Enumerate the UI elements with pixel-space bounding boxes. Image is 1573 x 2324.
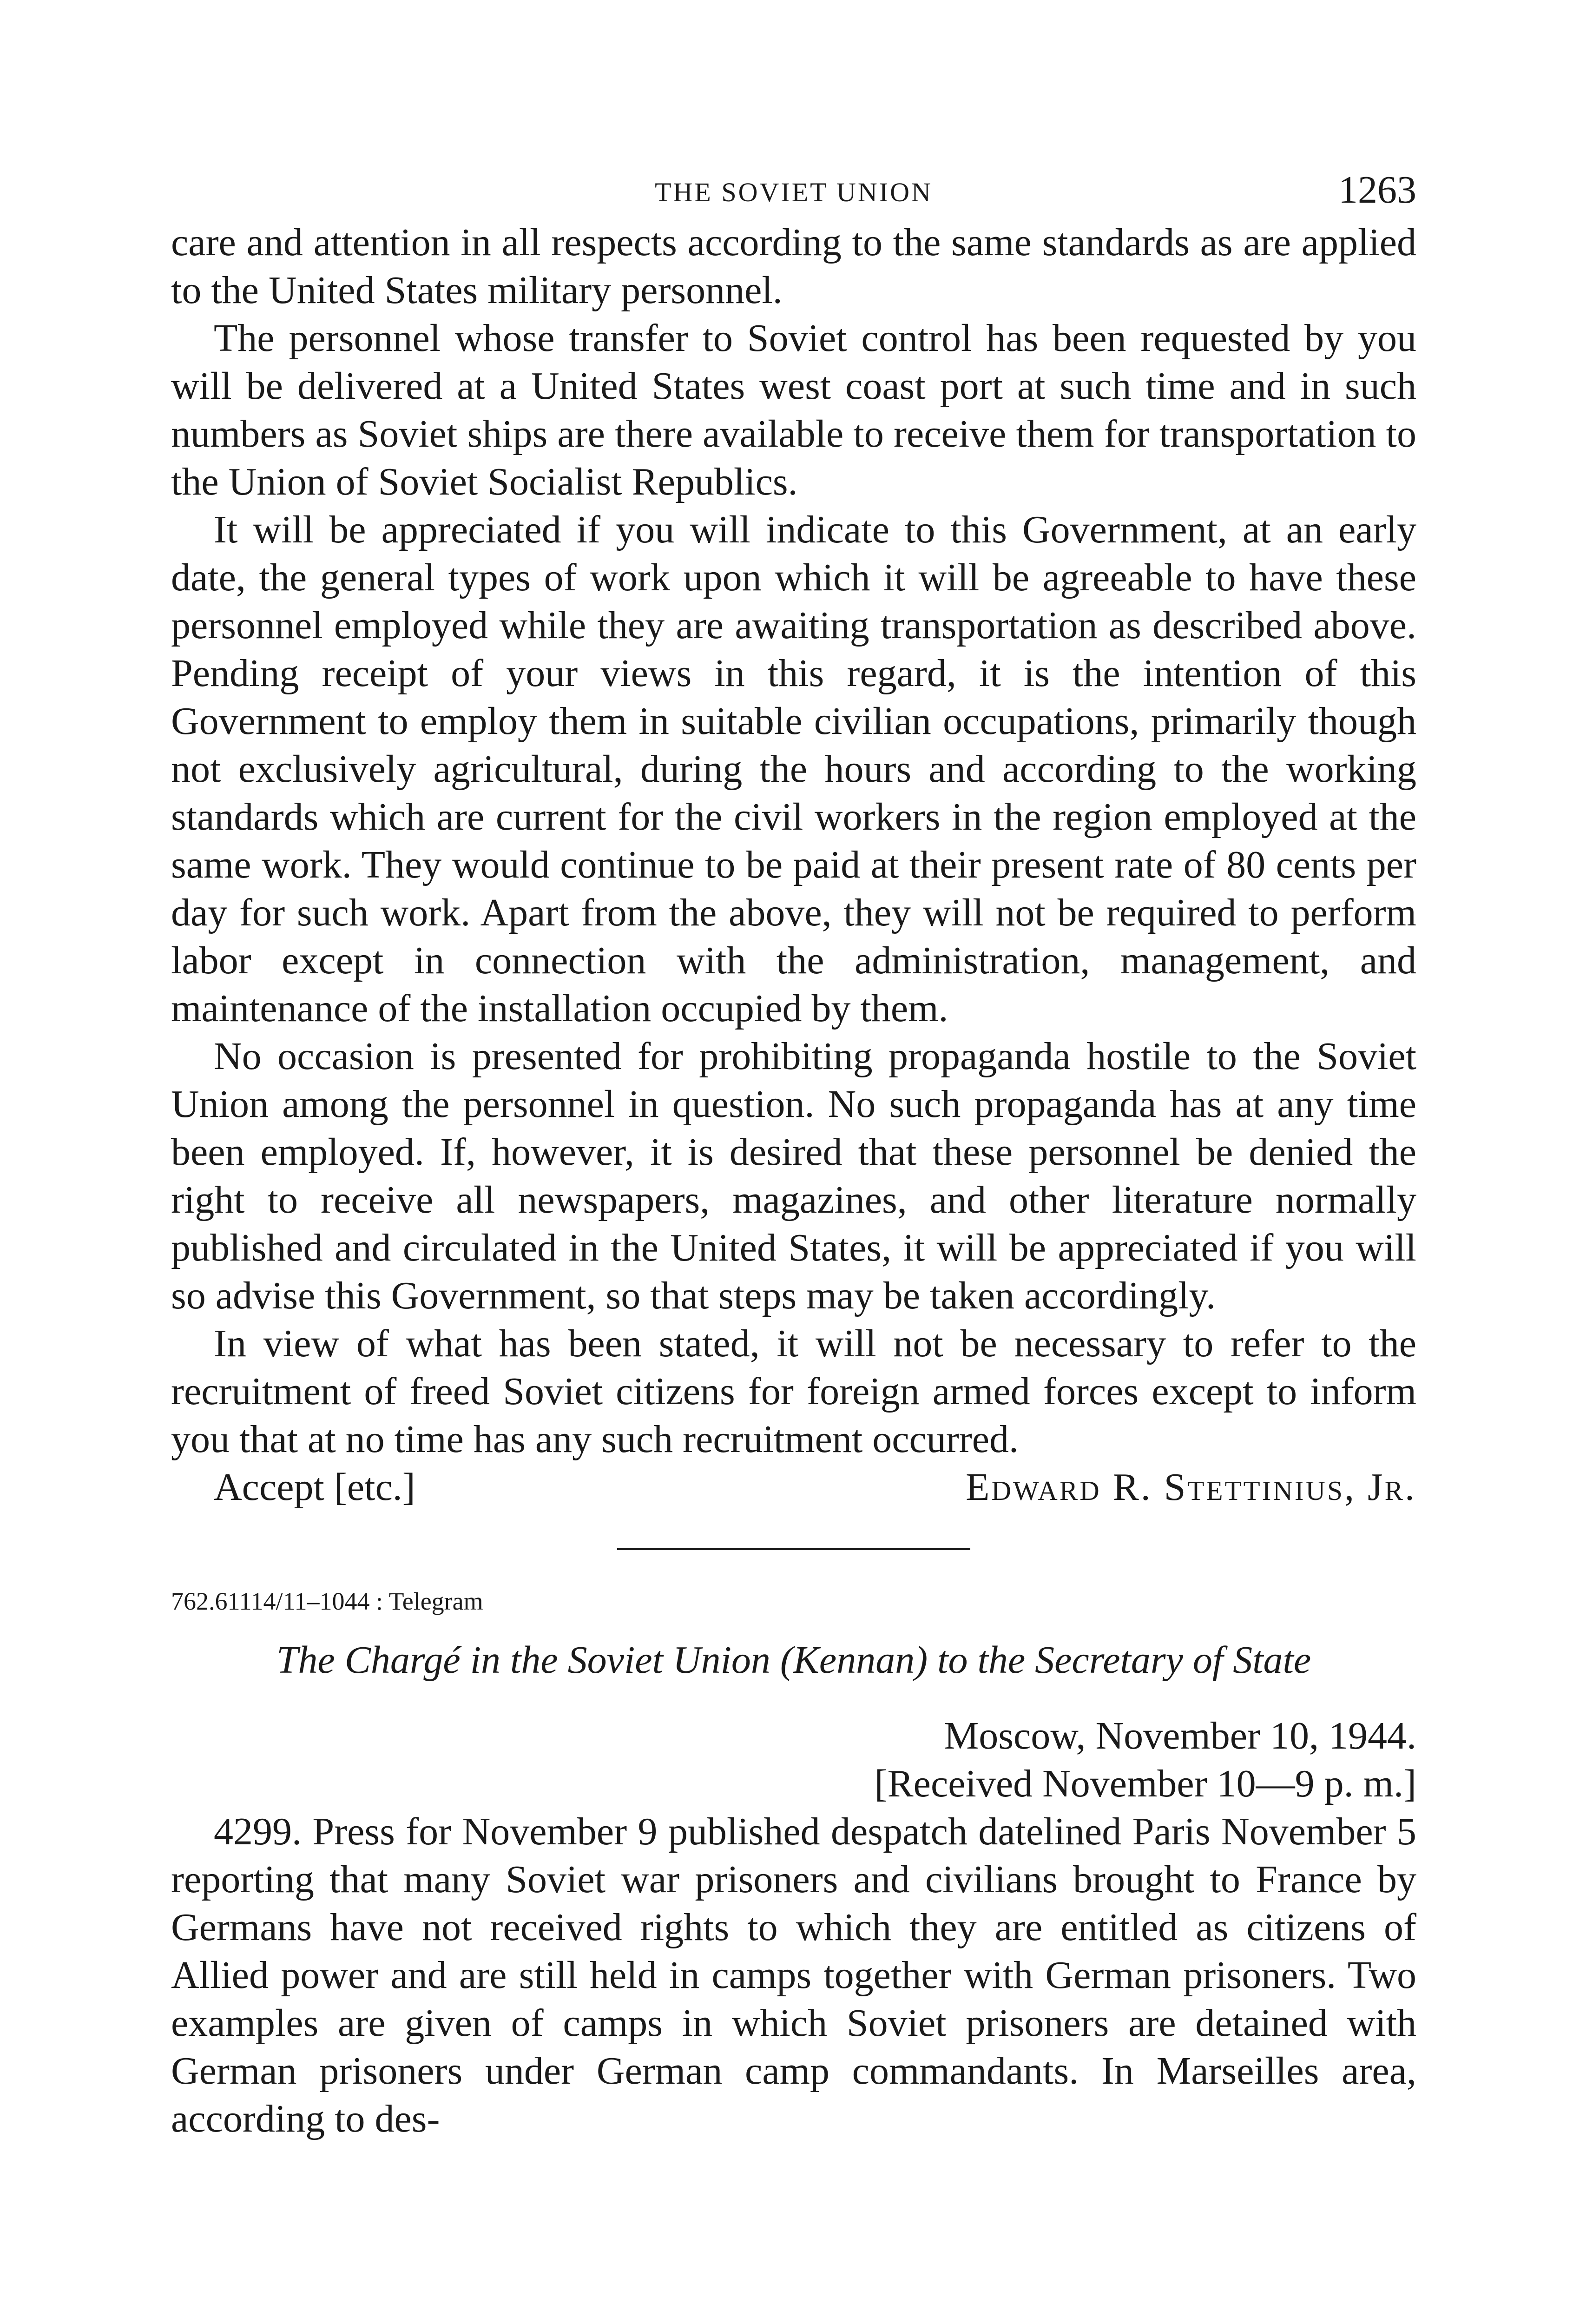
page-number: 1263 xyxy=(1338,168,1416,211)
closing: Accept [etc.] xyxy=(214,1466,415,1509)
received-line: [Received November 10—9 p. m.] xyxy=(874,1762,1416,1805)
section-divider xyxy=(617,1548,970,1550)
letter-body xyxy=(171,218,1416,1511)
running-head: THE SOVIET UNION xyxy=(655,177,933,207)
telegram-title: The Chargé in the Soviet Union (Kennan) to the Secretary of State xyxy=(276,1638,1311,1682)
closing-row xyxy=(171,1463,1416,1511)
document-page xyxy=(171,167,1416,2143)
telegram-body: 4299. Press for November 9 published despatch datelined Paris November 5 reporting that many Soviet war prisoners and civilians brought to France by Germans have not received rights to which they are entitled as citizens of Allied power and are still held in camps together with German prisoners. Two examples are given of camps in which Soviet prisoners are detained with German prisoners under German camp commandants. In Marseilles area, according to des- xyxy=(171,1810,1416,2140)
telegram-section xyxy=(171,1585,1416,2143)
letter-paragraph-5: In view of what has been stated, it will not be necessary to refer to the recruitment of freed Soviet citizens for foreign armed forces except to inform you that at no time has any such recruitment occurred. xyxy=(171,1322,1416,1461)
document-reference: 762.61114/11–1044 : Telegram xyxy=(171,1587,483,1615)
dateline: Moscow, November 10, 1944. xyxy=(944,1714,1416,1757)
letter-paragraph-2: The personnel whose transfer to Soviet control has been requested by you will be delivered at a United States west coast port at such time and in such numbers as Soviet ships are there available to receive them for transportation to the Union of Soviet Socialist Republics. xyxy=(171,317,1416,503)
signature: Edward R. Stettinius, Jr. xyxy=(966,1466,1416,1509)
letter-paragraph-3: It will be appreciated if you will indicate to this Government, at an early date, the general types of work upon which it will be agreeable to have these personnel employed while they are awaiting transportation as described above. Pending receipt of your views in this regard, it is the intention of this Government to employ them in suitable civilian occupations, primarily though not exclusively agricultural, during the hours and according to the working standards which are current for the civil workers in the region employed at the same work. They would continue to be paid at their present rate of 80 cents per day for such work. Apart from the above, they will not be required to perform labor except in connection with the administration, management, and maintenance of the installation occupied by them. xyxy=(171,508,1416,1030)
page-header xyxy=(171,167,1416,218)
letter-paragraph-1: care and attention in all respects according to the same standards as are applied to the United States military personnel. xyxy=(171,221,1416,312)
letter-paragraph-4: No occasion is presented for prohibiting propaganda hostile to the Soviet Union among the personnel in question. No such propaganda has at any time been employed. If, however, it is desired that these personnel be denied the right to receive all newspapers, magazines, and other literature normally published and circulated in the United States, it will be appreciated if you will so advise this Government, so that steps may be taken accordingly. xyxy=(171,1035,1416,1317)
